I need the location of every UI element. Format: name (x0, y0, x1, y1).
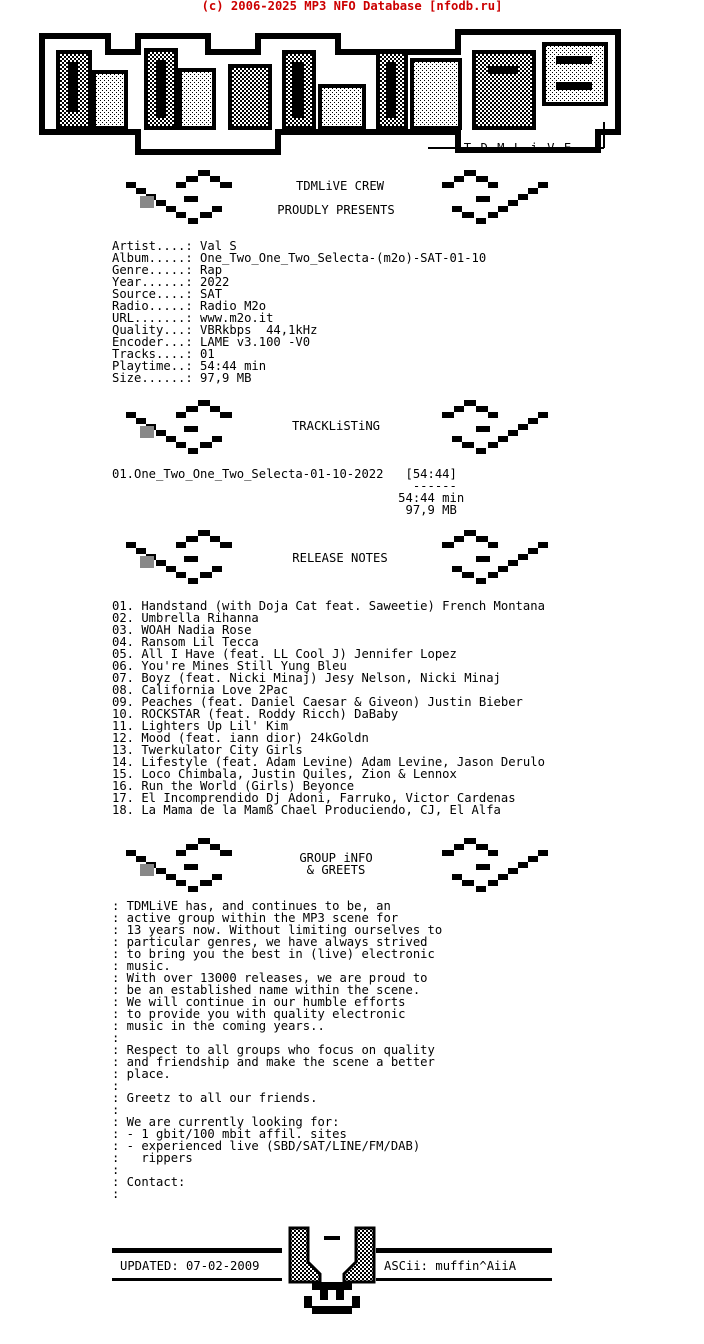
logo-art (38, 22, 628, 158)
text-line: : to bring you the best in (live) electronic (112, 947, 435, 961)
credit-line: (c) 2006-2025 MP3 NFO Database [nfodb.ru] (201, 0, 503, 13)
ornament-right-1 (430, 168, 548, 228)
logo-caption: T D M L i V E (463, 141, 573, 155)
tracklist-line: ------ (112, 479, 457, 493)
text-line: : (112, 1187, 120, 1201)
list-item: 08. California Love 2Pac (112, 683, 289, 697)
ornament-left-3 (126, 528, 244, 588)
text-line: : music in the coming years.. (112, 1019, 325, 1033)
list-item: 06. You're Mines Still Yung Bleu (112, 659, 347, 673)
text-line: : place. (112, 1067, 171, 1081)
text-line: : - 1 gbit/100 mbit affil. sites (112, 1127, 347, 1141)
list-item: 14. Lifestyle (feat. Adam Levine) Adam Levine, Jason Derulo (112, 755, 545, 769)
text-line: : (112, 1163, 120, 1177)
list-item: 18. La Mama de la Mamß Chael Produciendo, CJ, El Alfa (112, 803, 501, 817)
crew-title: TDMLiVE CREW (295, 179, 385, 193)
text-line: : (112, 1079, 120, 1093)
info-line: Artist....: Val S (112, 239, 237, 253)
list-item: 10. ROCKSTAR (feat. Roddy Ricch) DaBaby (112, 707, 399, 721)
ornament-right-4 (430, 836, 548, 896)
info-line: Size......: 97,9 MB (112, 371, 252, 385)
text-line: : and friendship and make the scene a better (112, 1055, 435, 1069)
text-line: : 13 years now. Without limiting ourselves to (112, 923, 443, 937)
ornament-right-3 (430, 528, 548, 588)
crew-subtitle: PROUDLY PRESENTS (277, 203, 395, 217)
ascii-credit: ASCii: muffin^AiiA (384, 1259, 517, 1273)
text-line: : TDMLiVE has, and continues to be, an (112, 899, 391, 913)
text-line: : - experienced live (SBD/SAT/LINE/FM/DAB) (112, 1139, 421, 1153)
footer-underline-left (112, 1278, 282, 1281)
text-line: : Contact: (112, 1175, 186, 1189)
list-item: 12. Mood (feat. iann dior) 24kGoldn (112, 731, 369, 745)
logo (38, 22, 628, 158)
release-notes-heading: RELEASE NOTES (292, 551, 388, 565)
list-item: 09. Peaches (feat. Daniel Caesar & Giveon) Justin Bieber (112, 695, 523, 709)
list-item: 17. El Incomprendido Dj Adoni, Farruko, Victor Cardenas (112, 791, 516, 805)
info-line: Tracks....: 01 (112, 347, 215, 361)
text-line: : music. (112, 959, 171, 973)
text-line: : Greetz to all our friends. (112, 1091, 318, 1105)
updated-date: UPDATED: 07-02-2009 (120, 1259, 260, 1273)
info-line: Year......: 2022 (112, 275, 230, 289)
text-line: : active group within the MP3 scene for (112, 911, 399, 925)
release-info (112, 240, 486, 384)
tracklist-line: 54:44 min (112, 491, 465, 505)
tracklisting-heading: TRACKLiSTiNG (291, 419, 381, 433)
text-line: : Respect to all groups who focus on quality (112, 1043, 435, 1057)
text-line: : (112, 1031, 120, 1045)
list-item: 13. Twerkulator City Girls (112, 743, 303, 757)
text-line: : particular genres, we have always strived (112, 935, 428, 949)
info-line: URL.......: www.m2o.it (112, 311, 274, 325)
list-item: 03. WOAH Nadia Rose (112, 623, 252, 637)
greets-heading: & GREETS (306, 863, 366, 877)
text-line: : We are currently looking for: (112, 1115, 340, 1129)
footer-divider-right (376, 1248, 552, 1253)
ornament-left-1 (126, 168, 244, 228)
text-line: : With over 13000 releases, we are proud to (112, 971, 428, 985)
list-item: 01. Handstand (with Doja Cat feat. Saweetie) French Montana (112, 599, 545, 613)
release-notes-list (112, 600, 545, 816)
ornament-left-2 (126, 398, 244, 458)
group-info-text (112, 900, 442, 1200)
group-info-heading: GROUP iNFO (299, 851, 373, 865)
list-item: 11. Lighters Up Lil' Kim (112, 719, 289, 733)
info-line: Playtime..: 54:44 min (112, 359, 267, 373)
tracklist (112, 468, 464, 516)
list-item: 05. All I Have (feat. LL Cool J) Jennifer Lopez (112, 647, 457, 661)
tracklist-line: 01.One_Two_One_Two_Selecta-01-10-2022 [54:44] (112, 467, 457, 481)
info-line: Encoder...: LAME v3.100 -V0 (112, 335, 311, 349)
footer-underline-right (376, 1278, 552, 1281)
text-line: : (112, 1103, 120, 1117)
list-item: 16. Run the World (Girls) Beyonce (112, 779, 355, 793)
tracklist-line: 97,9 MB (112, 503, 457, 517)
info-line: Quality...: VBRkbps 44,1kHz (112, 323, 318, 337)
ornament-right-2 (430, 398, 548, 458)
ornament-left-4 (126, 836, 244, 896)
list-item: 04. Ransom Lil Tecca (112, 635, 259, 649)
info-line: Radio.....: Radio M2o (112, 299, 267, 313)
info-line: Source....: SAT (112, 287, 223, 301)
text-line: : to provide you with quality electronic (112, 1007, 406, 1021)
text-line: : We will continue in our humble efforts (112, 995, 406, 1009)
text-line: : be an established name within the scene. (112, 983, 421, 997)
list-item: 07. Boyz (feat. Nicki Minaj) Jesy Nelson, Nicki Minaj (112, 671, 501, 685)
info-line: Album.....: One_Two_One_Two_Selecta-(m2o)-SAT-01-10 (112, 251, 487, 265)
footer-divider-left (112, 1248, 282, 1253)
footer-emblem (286, 1222, 378, 1322)
list-item: 02. Umbrella Rihanna (112, 611, 259, 625)
list-item: 15. Loco Chimbala, Justin Quiles, Zion & Lennox (112, 767, 457, 781)
info-line: Genre.....: Rap (112, 263, 223, 277)
text-line: : rippers (112, 1151, 193, 1165)
